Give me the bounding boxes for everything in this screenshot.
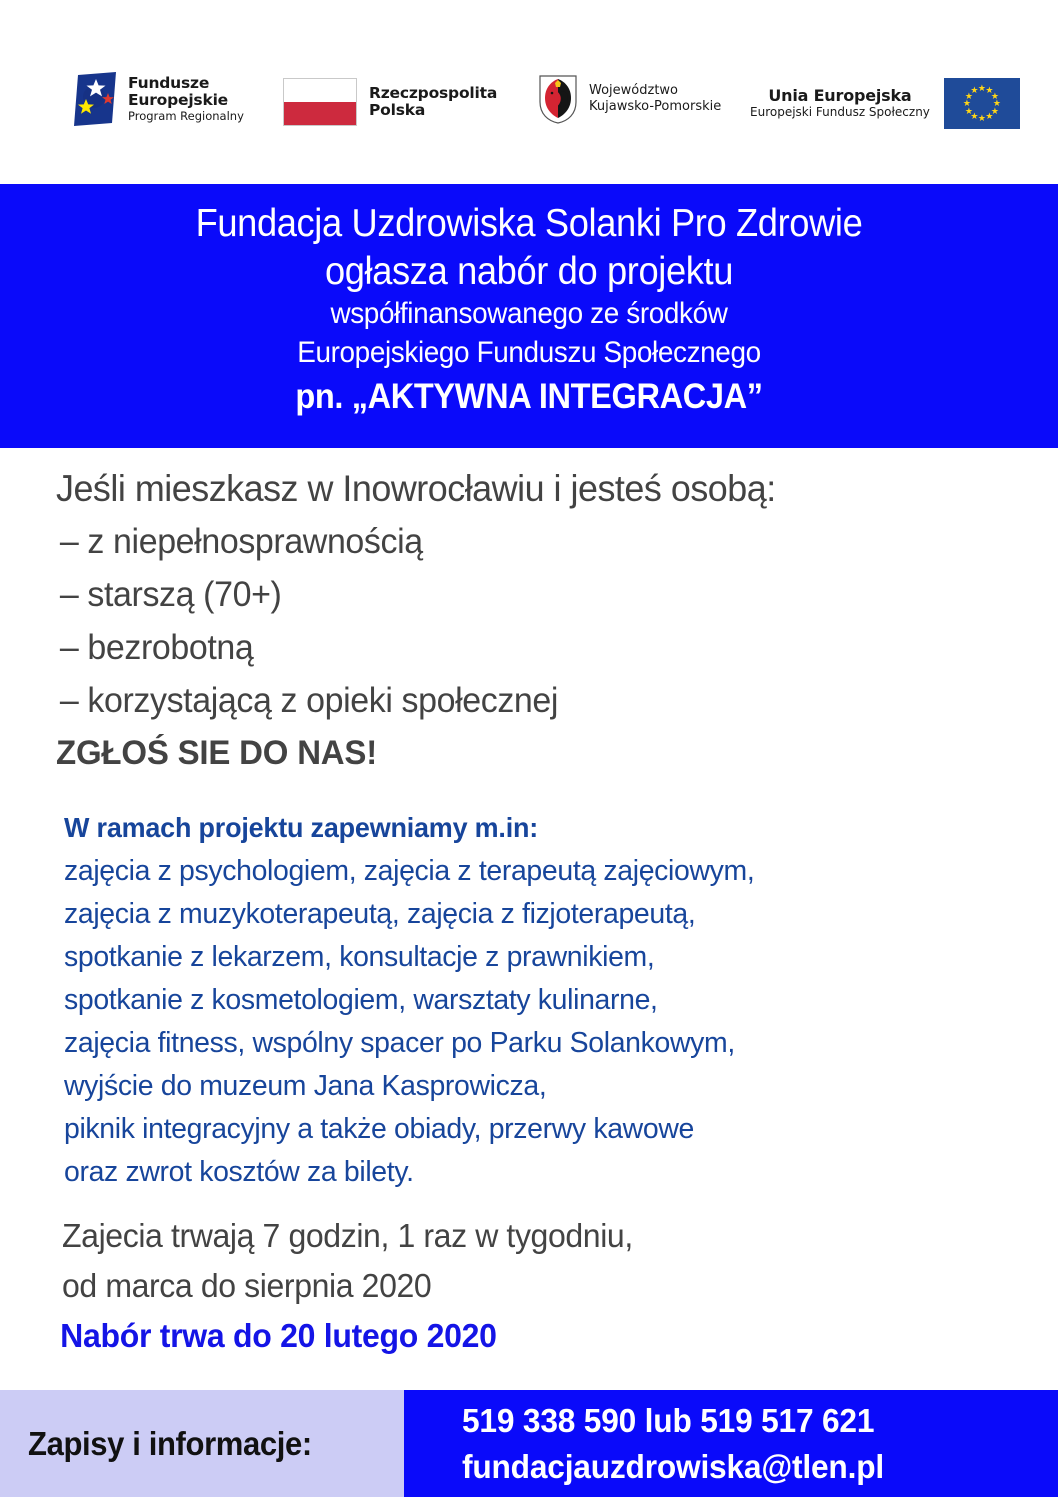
eu-star-icon: ★: [985, 110, 994, 121]
footer-left-panel: [0, 1390, 404, 1497]
eu-flag-icon: [944, 78, 1020, 129]
criteria-item: – starszą (70+): [59, 575, 282, 614]
activities-line: oraz zwrot kosztów za bilety.: [64, 1155, 414, 1188]
poland-logo-text: [369, 85, 497, 120]
poland-line2: Polska: [369, 101, 426, 119]
header-line-1: Fundacja Uzdrowiska Solanki Pro Zdrowie: [195, 202, 863, 245]
eu-star-icon: ★: [992, 98, 1001, 108]
eu-star-icon: ★: [962, 98, 971, 108]
eu-star-icon: ★: [970, 85, 979, 95]
eu-funds-logo-icon: [72, 72, 118, 126]
voivodeship-line1: Województwo: [589, 83, 679, 99]
logo-wojewodztwo-kujawsko-pomorskie: [538, 74, 721, 124]
poland-flag-icon: [283, 78, 357, 126]
activities-line: wyjście do muzeum Jana Kasprowicza,: [64, 1069, 547, 1102]
schedule-line-1: Zajecia trwają 7 godzin, 1 raz w tygodniu,: [62, 1216, 633, 1254]
eu-funds-logo-text: [128, 75, 244, 124]
logo-fundusze-europejskie: [72, 72, 244, 126]
eu-funds-line1: Fundusze: [128, 73, 210, 92]
logo-rzeczpospolita-polska: [283, 78, 497, 126]
schedule-section: [0, 1216, 1058, 1304]
schedule-line-2: od marca do sierpnia 2020: [62, 1266, 432, 1304]
criteria-intro: Jeśli mieszkasz w Inowrocławiu i jesteś osobą:: [56, 468, 776, 509]
logo-bar: [0, 0, 1058, 184]
criteria-item: – z niepełnosprawnością: [59, 522, 423, 561]
header-project-name: pn. „AKTYWNA INTEGRACJA”: [295, 376, 763, 416]
activities-line: spotkanie z kosmetologiem, warsztaty kulinarne,: [64, 983, 658, 1016]
eu-star-icon: ★: [990, 105, 999, 116]
activities-section: [0, 814, 1058, 1187]
activities-line: zajęcia z muzykoterapeutą, zajęcia z fizjoterapeutą,: [64, 897, 696, 930]
header-banner: [0, 184, 1058, 448]
kujawsko-pomorskie-coat-of-arms-icon: [538, 74, 578, 124]
activities-line: spotkanie z lekarzem, konsultacje z prawnikiem,: [64, 940, 655, 973]
eu-star-icon: ★: [977, 83, 986, 93]
header-line-4: Europejskiego Funduszu Społecznego: [297, 335, 761, 369]
contact-footer: [0, 1390, 1058, 1497]
contact-phone-numbers[interactable]: 519 338 590 lub 519 517 621: [462, 1402, 875, 1439]
eu-star-icon: ★: [990, 90, 999, 101]
footer-right-panel: [404, 1390, 1058, 1497]
eu-line1: Unia Europejska: [768, 86, 912, 106]
voivodeship-line2: Kujawsko-Pomorskie: [589, 99, 722, 114]
criteria-call-to-action: ZGŁOŚ SIE DO NAS!: [56, 734, 378, 772]
main-content: [0, 448, 1058, 1352]
poland-line1: Rzeczpospolita: [369, 83, 498, 102]
eligibility-criteria-section: [0, 470, 1058, 770]
eu-star-icon: ★: [970, 110, 979, 121]
contact-email[interactable]: fundacjauzdrowiska@tlen.pl: [462, 1447, 884, 1485]
activities-line: piknik integracyjny a także obiady, przerwy kawowe: [64, 1112, 694, 1145]
header-line-3: współfinansowanego ze środków: [330, 297, 728, 331]
logo-unia-europejska: [750, 78, 1020, 129]
activities-line: zajęcia z psychologiem, zajęcia z terapeutą zajęciowym,: [64, 854, 755, 887]
criteria-item: – bezrobotną: [59, 628, 254, 667]
criteria-item: – korzystającą z opieki społecznej: [59, 681, 559, 720]
activities-line: zajęcia fitness, wspólny spacer po Parku Solankowym,: [64, 1026, 735, 1059]
activities-title: W ramach projektu zapewniamy m.in:: [64, 812, 539, 843]
eu-star-icon: ★: [964, 105, 973, 116]
eu-funds-subtitle: Program Regionalny: [128, 109, 244, 124]
eu-star-icon: ★: [977, 113, 986, 123]
eu-star-icon: ★: [964, 90, 973, 101]
eu-subtitle: Europejski Fundusz Społeczny: [750, 105, 930, 120]
enrollment-deadline: Nabór trwa do 20 lutego 2020: [60, 1316, 497, 1354]
eu-funds-line2: Europejskie: [128, 91, 228, 110]
eu-logo-text: [750, 87, 930, 119]
header-line-2: ogłasza nabór do projektu: [324, 249, 734, 293]
voivodeship-logo-text: [589, 83, 721, 114]
footer-contact-label: Zapisy i informacje:: [28, 1424, 312, 1462]
eu-star-icon: ★: [985, 85, 994, 95]
